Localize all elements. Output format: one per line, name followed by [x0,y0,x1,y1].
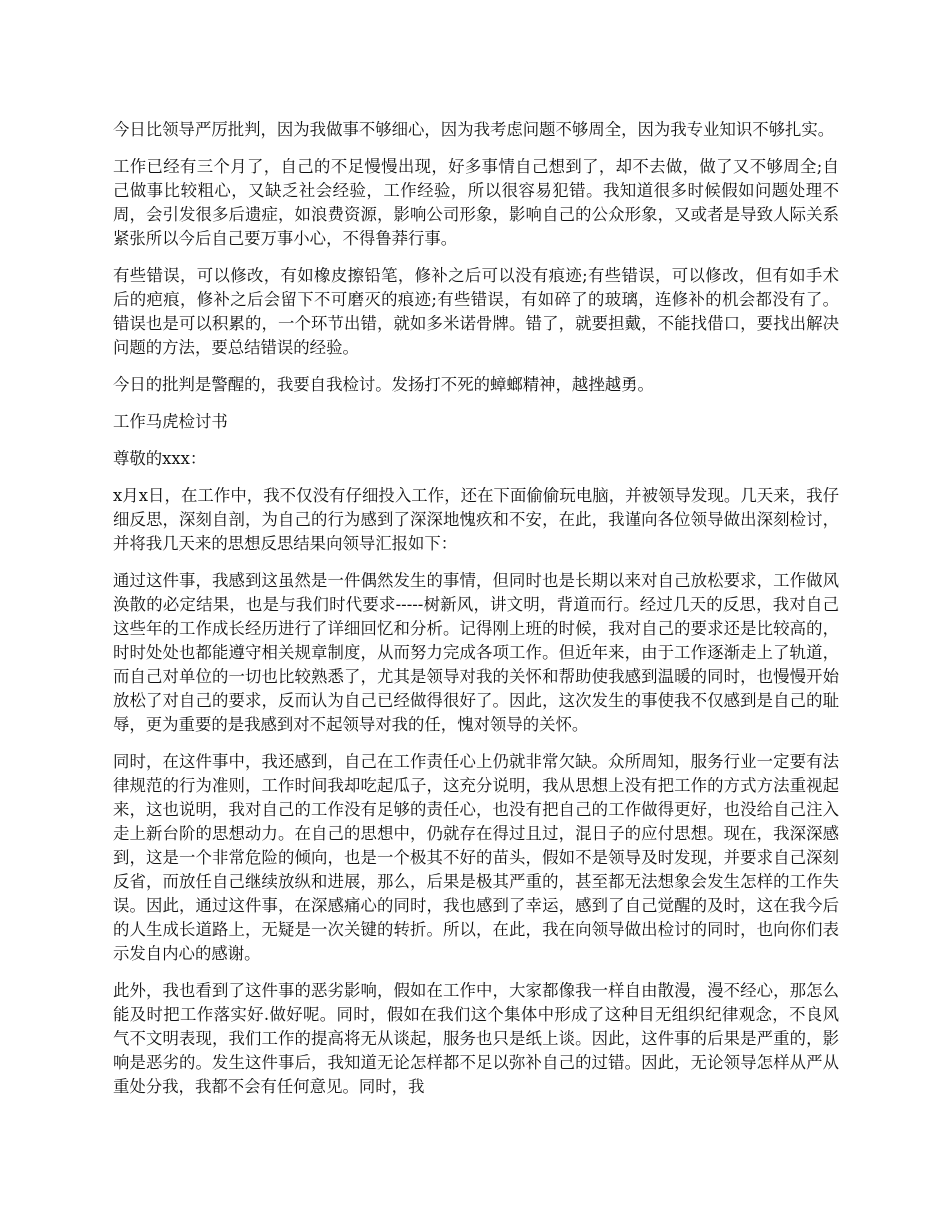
paragraph-reflection: 通过这件事，我感到这虽然是一件偶然发生的事情，但同时也是长期以来对自己放松要求，工作做风涣散的必定结果，也是与我们时代要求-----树新风，讲文明，背道而行。经过几天的反思，我对自己这些年的工作成长经历进行了详细回忆和分析。记得刚上班的时候，我对自己的要求还是比较高的，时时处处也都能遵守相关规章制度，从而努力完成各项工作。但近年来，由于工作逐渐走上了轨道，而自己对单位的一切也比较熟悉了，尤其是领导对我的关怀和帮助使我感到温暖的同时，也慢慢开始放松了对自己的要求，反而认为自己已经做得很好了。因此，这次发生的事使我不仅感到是自己的耻辱，更为重要的是我感到对不起领导对我的任，愧对领导的关怀。 [113,571,839,734]
paragraph-mistakes: 有些错误，可以修改，有如橡皮擦铅笔，修补之后可以没有痕迹;有些错误，可以修改，但有如手术后的疤痕，修补之后会留下不可磨灭的痕迹;有些错误，有如碎了的玻璃，连修补的机会都没有了。错误也是可以积累的，一个环节出错，就如多米诺骨牌。错了，就要担戴，不能找借口，要找出解决问题的方法，要总结错误的经验。 [113,266,839,357]
salutation: 尊敬的xxx： [113,449,207,468]
document-subtitle: 工作马虎检讨书 [113,412,228,431]
paragraph-self-review: 今日的批判是警醒的，我要自我检讨。发扬打不死的蟑螂精神，越挫越勇。 [113,375,654,394]
paragraph-intro-criticism: 今日比领导严厉批判，因为我做事不够细心，因为我考虑问题不够周全，因为我专业知识不够扎实。 [113,120,835,139]
paragraph-responsibility: 同时，在这件事中，我还感到，自己在工作责任心上仍就非常欠缺。众所周知，服务行业一定要有法律规范的行为准则，工作时间我却吃起瓜子，这充分说明，我从思想上没有把工作的方式方法重视起来，这也说明，我对自己的工作没有足够的责任心，也没有把自己的工作做得更好，也没给自己注入走上新台阶的思想动力。在自己的思想中，仍就存在得过且过，混日子的应付思想。现在，我深深感到，这是一个非常危险的倾向，也是一个极其不好的苗头，假如不是领导及时发现，并要求自己深刻反省，而放任自己继续放纵和进展，那么，后果是极其严重的，甚至都无法想象会发生怎样的工作失误。因此，通过这件事，在深感痛心的同时，我也感到了幸运，感到了自己觉醒的及时，这在我今后的人生成长道路上，无疑是一次关键的转折。所以，在此，我在向领导做出检讨的同时，也向你们表示发自内心的感谢。 [113,752,839,963]
document-body [113,118,839,1112]
paragraph-three-months: 工作已经有三个月了，自己的不足慢慢出现，好多事情自己想到了，却不去做，做了又不够周全;自己做事比较粗心，又缺乏社会经验，工作经验，所以很容易犯错。我知道很多时候假如问题处理不周，会引发很多后遗症，如浪费资源，影响公司形象，影响自己的公众形象，又或者是导致人际关系紧张所以今后自己要万事小心，不得鲁莽行事。 [113,157,839,248]
paragraph-impact: 此外，我也看到了这件事的恶劣影响，假如在工作中，大家都像我一样自由散漫，漫不经心，那怎么能及时把工作落实好.做好呢。同时，假如在我们这个集体中形成了这种目无组织纪律观念，不良风气不文明表现，我们工作的提高将无从谈起，服务也只是纸上谈。因此，这件事的后果是严重的，影响是恶劣的。发生这件事后，我知道无论怎样都不足以弥补自己的过错。因此，无论领导怎样从严从重处分我，我都不会有任何意见。同时，我 [113,981,839,1096]
paragraph-incident: x月x日，在工作中，我不仅没有仔细投入工作，还在下面偷偷玩电脑，并被领导发现。几天来，我仔细反思，深刻自剖，为自己的行为感到了深深地愧疚和不安，在此，我谨向各位领导做出深刻检讨，并将我几天来的思想反思结果向领导汇报如下： [113,486,839,553]
